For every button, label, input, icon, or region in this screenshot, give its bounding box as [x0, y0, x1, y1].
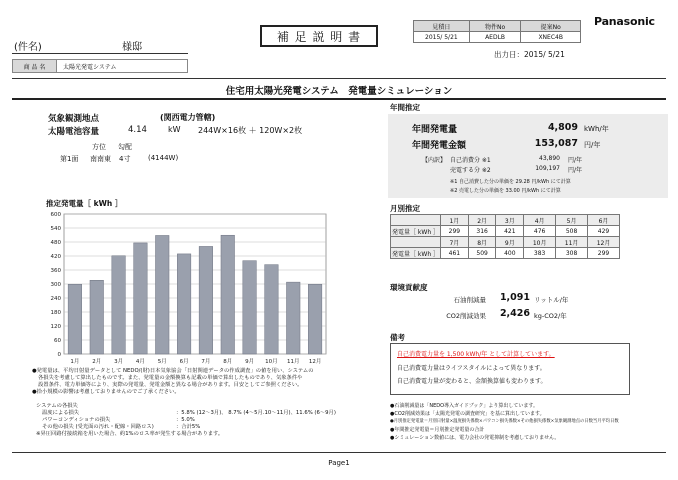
loss-pcs-label: パワーコンディショナの損失 — [42, 417, 111, 423]
loss-note: ※昇圧回路付接続箱を用いた場合、約1%のロス率が発生する場合があります。 — [36, 431, 224, 437]
loss-other-label: その他の損失 (受光面の汚れ・配線・回路ロス) — [42, 424, 154, 430]
sell-label: 売電する分 ※2 — [450, 167, 491, 174]
oil-value: 1,091 — [499, 292, 530, 303]
month-header: 7月 — [441, 237, 469, 248]
loss-block — [36, 403, 376, 438]
chart-ytick-label: 180 — [50, 310, 61, 316]
breakdown-label: 【内訳】 — [422, 157, 447, 164]
annual-note-2: ※2 売電した分の単価を 33.00 円/kWh にて計算 — [450, 188, 561, 194]
chart-bar — [68, 284, 82, 354]
chart-ytick-label: 360 — [50, 268, 61, 274]
chart-bar — [221, 235, 235, 354]
tilt-header: 勾配 — [118, 143, 132, 151]
chart-xtick-label: 10月 — [265, 359, 278, 365]
loss-other-value: ：合計5% — [176, 424, 201, 430]
chart-xtick-label: 9月 — [245, 359, 255, 365]
sell-value: 109,197 — [535, 165, 560, 172]
chart-ytick-label: 600 — [50, 212, 61, 218]
note-annual-formula: ●年間推定発電量＝月別推定発電量の合計 — [390, 427, 485, 433]
doc-title-box — [260, 25, 378, 47]
sell-unit: 円/年 — [568, 167, 583, 174]
subject-value: 様邸 — [122, 42, 142, 53]
month-header: 8月 — [468, 237, 496, 248]
chart-xtick-label: 2月 — [92, 359, 102, 365]
month-header: 9月 — [496, 237, 524, 248]
chart-ytick-label: 120 — [50, 324, 61, 330]
remarks-box — [390, 343, 630, 395]
brand-logo: Panasonic — [594, 15, 655, 28]
chart-ytick-label: 240 — [50, 296, 61, 302]
remarks-line-2: 自己消費電力量はライフスタイルによって異なります。 — [397, 365, 546, 372]
month-value: 461 — [441, 248, 469, 259]
product-box — [12, 59, 188, 73]
chart-xtick-label: 1月 — [70, 359, 80, 365]
monthly-table — [390, 214, 620, 259]
chart-title: 推定発電量［ kWh ］ — [46, 199, 123, 208]
note-suppression: ●シミュレーション数値には、電力会社の発電抑制を考慮しておりません。 — [390, 435, 560, 441]
note-co2: ●CO2削減効果は「太陽光発電の調査研究」を基に算出しています。 — [390, 411, 545, 417]
remarks-line-3: 自己消費電力量が変わると、金額換算値も変わります。 — [397, 378, 547, 385]
self-consumption-value: 43,890 — [539, 155, 560, 162]
month-value: 299 — [588, 248, 620, 259]
remarks-line-1: 自己消費電力量を 1,500 kWh/年 として計算しています。 — [397, 351, 555, 358]
month-header: 1月 — [441, 215, 469, 226]
note-generation-2: 各損失を考慮して算出したものです。また、発電量の金額換算も記載の単価で算出したものであり、気象条件や — [38, 375, 303, 381]
product-label-cell — [13, 60, 57, 72]
note-shadow: ●拾小規模の影響は考慮しておりませんのでご了承ください。 — [32, 389, 180, 395]
chart-ytick-label: 480 — [50, 240, 61, 246]
note-generation: ●発電量は、平均日射量データとして NEDO/(財)日本気象協会「日射関連データの作成調査」の値を用い、システムの — [32, 368, 314, 374]
month-header: 5月 — [556, 215, 588, 226]
month-header: 2月 — [468, 215, 496, 226]
chart-bar — [112, 256, 126, 354]
product-value: 太陽光発電システム — [63, 64, 117, 71]
month-value: 400 — [496, 248, 524, 259]
annual-amount-unit: 円/年 — [584, 141, 601, 149]
doc-title: 補 足 説 明 書 — [276, 29, 362, 44]
monthly-title: 月別推定 — [390, 204, 420, 213]
co2-label: CO2削減効果 — [446, 312, 486, 320]
annual-gen-value: 4,809 — [547, 122, 578, 133]
loss-temperature-value: ：5.8% (12～3月)、 8.7% (4～5月.10～11月)、11.6% (6～9月) — [176, 410, 336, 416]
co2-unit: kg-CO2/年 — [534, 312, 567, 320]
month-header: 4月 — [524, 215, 556, 226]
oil-label: 石油削減量 — [453, 296, 486, 304]
note-oil: ●石油削減量は「NEDO導入ガイドブック」より算出しています。 — [390, 403, 539, 409]
info-table — [413, 20, 581, 43]
chart-bar — [155, 235, 169, 354]
month-value: 299 — [441, 226, 469, 237]
co2-value: 2,426 — [499, 308, 530, 319]
chart-xtick-label: 8月 — [223, 359, 233, 365]
footer-rule — [12, 452, 666, 453]
subject-underline — [12, 53, 188, 54]
chart-bar — [308, 284, 322, 354]
direction-header: 方位 — [92, 143, 106, 151]
monthly-row-label: 発電量［ kWh ］ — [391, 226, 441, 237]
annual-panel — [388, 114, 668, 198]
surface-tilt: 4寸 — [119, 155, 131, 163]
chart-ytick-label: 0 — [57, 352, 61, 358]
remarks-title: 備考 — [390, 333, 405, 342]
month-header: 12月 — [588, 237, 620, 248]
weather-label: 気象観測地点 — [48, 114, 100, 124]
month-value: 421 — [496, 226, 524, 237]
loss-pcs-value: ：5.0% — [176, 417, 195, 423]
info-header-property: 物件No — [469, 21, 521, 32]
capacity-label: 太陽電池容量 — [48, 127, 100, 137]
chart-bar — [243, 261, 257, 354]
annual-gen-unit: kWh/年 — [584, 125, 609, 133]
title-top-rule — [12, 78, 666, 79]
chart-xtick-label: 3月 — [114, 359, 124, 365]
weather-value: (関西電力管轄) — [160, 113, 216, 122]
chart-xtick-label: 5月 — [157, 359, 167, 365]
loss-temperature-label: 温度による損失 — [42, 410, 80, 416]
capacity-detail: 244W×16枚 ＋ 120W×2枚 — [198, 126, 303, 135]
note-generation-3: 設置条件、電力単価等により、実際の発電量、発電金額と異なる場合があります。目安としてご参照ください。 — [38, 382, 303, 388]
main-title: 住宅用太陽光発電システム 発電量シミュレーション — [225, 86, 453, 97]
product-label: 商 品 名 — [23, 63, 46, 71]
monthly-corner-a — [391, 215, 441, 226]
monthly-corner-b — [391, 237, 441, 248]
month-value: 316 — [468, 226, 496, 237]
month-header: 6月 — [588, 215, 620, 226]
info-header-date: 見積日 — [414, 21, 470, 32]
info-value-date: 2015/ 5/21 — [414, 32, 470, 43]
info-header-proposal: 提案No — [521, 21, 581, 32]
title-bottom-rule — [12, 98, 666, 100]
self-consumption-label: 自己消費分 ※1 — [450, 157, 491, 164]
chart-xtick-label: 4月 — [135, 359, 145, 365]
chart-xtick-label: 6月 — [179, 359, 189, 365]
chart-bar — [286, 282, 300, 354]
chart-bar — [90, 280, 104, 354]
month-value: 429 — [588, 226, 620, 237]
month-header: 10月 — [524, 237, 556, 248]
chart-ytick-label: 60 — [54, 338, 61, 344]
surface-power: (4144W) — [148, 154, 179, 162]
month-value: 383 — [524, 248, 556, 259]
month-value: 308 — [556, 248, 588, 259]
oil-unit: リットル/年 — [534, 296, 569, 304]
info-value-proposal: XNEC4B — [521, 32, 581, 43]
annual-amount-label: 年間発電金額 — [412, 141, 467, 151]
chart-bar — [134, 243, 148, 354]
notes-right — [390, 402, 670, 442]
env-title: 環境貢献度 — [390, 283, 428, 292]
output-date: 出力日：2015/ 5/21 — [494, 50, 565, 59]
info-value-property: AEDLB — [469, 32, 521, 43]
capacity-unit: kW — [168, 125, 181, 134]
loss-title: システムの各損失 — [36, 403, 78, 409]
surface-direction: 南南東 — [90, 155, 111, 163]
chart-ytick-label: 540 — [50, 226, 61, 232]
month-header: 11月 — [556, 237, 588, 248]
annual-gen-label: 年間発電量 — [412, 125, 458, 135]
chart-xtick-label: 12月 — [308, 359, 322, 365]
chart-bar — [177, 254, 191, 354]
annual-amount-value: 153,087 — [534, 138, 578, 149]
month-header: 3月 — [496, 215, 524, 226]
month-value: 508 — [556, 226, 588, 237]
chart-xtick-label: 11月 — [287, 359, 300, 365]
month-value: 509 — [468, 248, 496, 259]
chart-ytick-label: 300 — [50, 282, 61, 288]
annual-note-1: ※1 自己消費した分の単価を 29.28 円/kWh にて計算 — [450, 179, 571, 185]
capacity-value: 4.14 — [128, 125, 147, 135]
chart-bar — [199, 246, 213, 354]
chart-ytick-label: 420 — [50, 254, 61, 260]
monthly-generation-chart — [36, 208, 336, 368]
chart-xtick-label: 7月 — [201, 359, 211, 365]
month-value: 476 — [524, 226, 556, 237]
note-monthly-formula: ●月別推定発電量＝月別日射量×温度損失係数×パワコン損失係数×その他損失係数×気象観測地点の日数当月平均日数 — [390, 419, 619, 424]
self-consumption-unit: 円/年 — [568, 157, 583, 164]
subject-label: (件名) — [14, 42, 42, 53]
page-number: Page1 — [328, 459, 350, 467]
annual-title: 年間推定 — [390, 103, 420, 112]
monthly-row-label: 発電量［ kWh ］ — [391, 248, 441, 259]
surface-label: 第1面 — [60, 155, 79, 163]
chart-bar — [265, 265, 279, 354]
notes-left — [32, 368, 372, 396]
